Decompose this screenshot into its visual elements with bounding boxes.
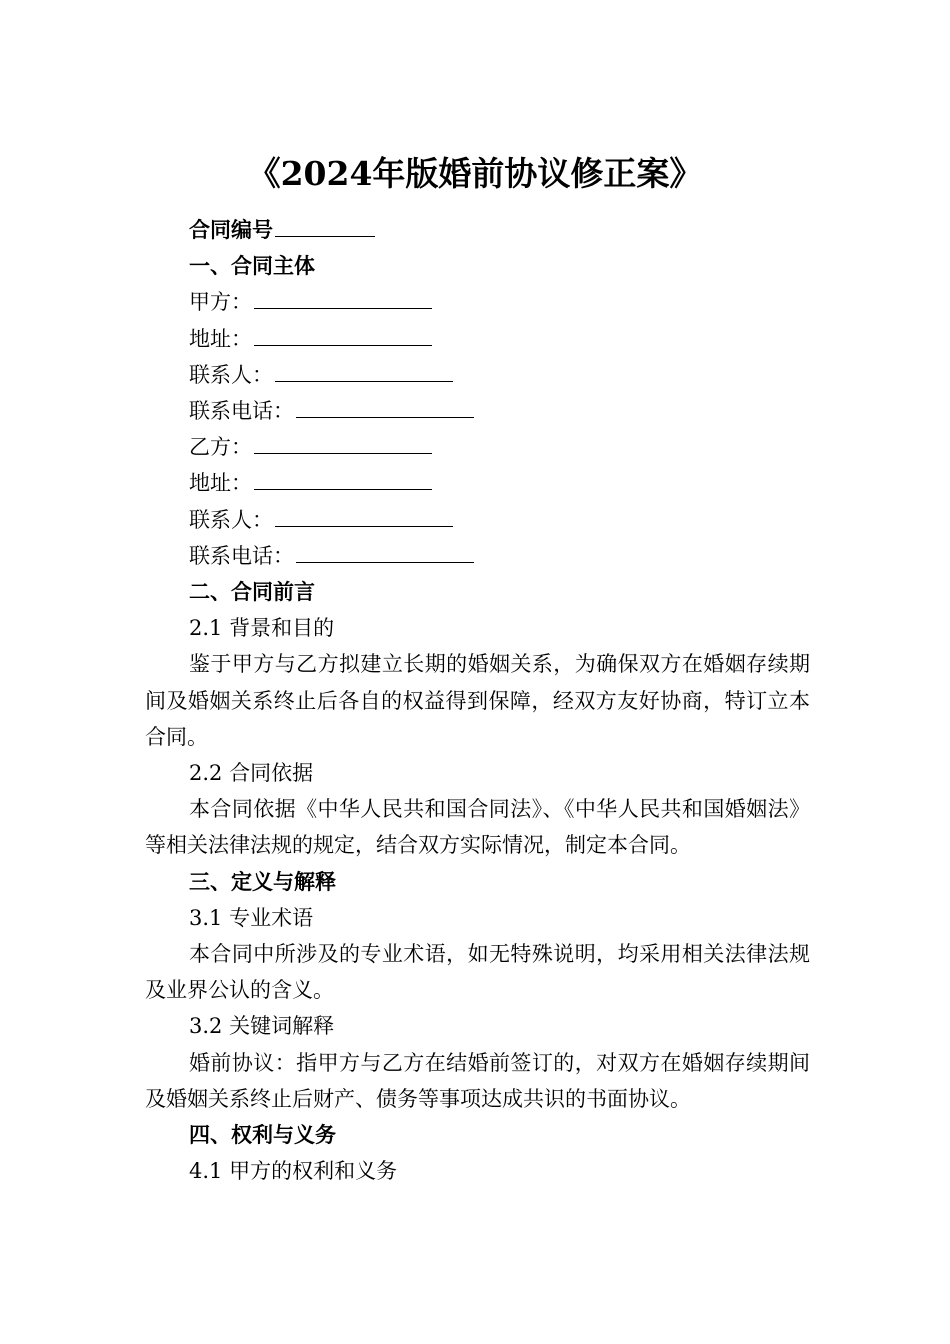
subheading-3-1: 3.1 专业术语 (189, 905, 314, 930)
contract-number-line (145, 212, 810, 248)
section-heading-parties: 一、合同主体 (189, 254, 315, 279)
contract-number-blank[interactable] (275, 214, 375, 237)
paragraph-3-2: 婚前协议：指甲方与乙方在结婚前签订的，对双方在婚姻存续期间及婚姻关系终止后财产、债务等事项达成共识的书面协议。 (145, 1050, 810, 1111)
party-a-phone-label: 联系电话： (189, 399, 294, 424)
contract-number-label: 合同编号 (189, 218, 273, 242)
paragraph-3-1: 本合同中所涉及的专业术语，如无特殊说明，均采用相关法律法规及业界公认的含义。 (145, 942, 810, 1003)
party-b-name-line (145, 429, 810, 465)
subheading-4-1: 4.1 甲方的权利和义务 (189, 1159, 398, 1184)
party-a-contact-label: 联系人： (189, 362, 273, 387)
section-heading-definitions: 三、定义与解释 (189, 869, 336, 894)
party-b-address-blank[interactable] (254, 467, 432, 490)
party-a-contact-line (145, 357, 810, 393)
party-b-contact-label: 联系人： (189, 507, 273, 532)
subheading-2-1: 2.1 背景和目的 (189, 616, 335, 641)
party-a-name-label: 甲方： (189, 290, 252, 315)
document-title: 《2024年版婚前协议修正案》 (247, 154, 703, 193)
party-a-address-blank[interactable] (254, 323, 432, 346)
party-b-phone-line (145, 538, 810, 574)
party-a-name-line (145, 284, 810, 320)
party-b-contact-blank[interactable] (275, 504, 453, 527)
party-b-phone-blank[interactable] (296, 540, 474, 563)
party-a-name-blank[interactable] (254, 286, 432, 309)
document-body (145, 212, 810, 1189)
party-b-address-label: 地址： (189, 471, 252, 496)
party-a-address-label: 地址： (189, 326, 252, 351)
party-b-name-label: 乙方： (189, 435, 252, 460)
paragraph-2-2: 本合同依据《中华人民共和国合同法》、《中华人民共和国婚姻法》等相关法律法规的规定，结合双方实际情况，制定本合同。 (145, 797, 810, 858)
paragraph-2-1: 鉴于甲方与乙方拟建立长期的婚姻关系，为确保双方在婚姻存续期间及婚姻关系终止后各自的权益得到保障，经双方友好协商，特订立本合同。 (145, 652, 810, 749)
section-heading-preamble: 二、合同前言 (189, 580, 315, 605)
party-a-phone-line (145, 393, 810, 429)
party-b-phone-label: 联系电话： (189, 543, 294, 568)
subheading-2-2: 2.2 合同依据 (189, 761, 314, 786)
party-a-phone-blank[interactable] (296, 395, 474, 418)
party-a-address-line (145, 321, 810, 357)
section-heading-rights: 四、权利与义务 (189, 1123, 336, 1148)
subheading-3-2: 3.2 关键词解释 (189, 1014, 335, 1039)
party-a-contact-blank[interactable] (275, 359, 453, 382)
party-b-contact-line (145, 502, 810, 538)
party-b-address-line (145, 465, 810, 501)
party-b-name-blank[interactable] (254, 431, 432, 454)
